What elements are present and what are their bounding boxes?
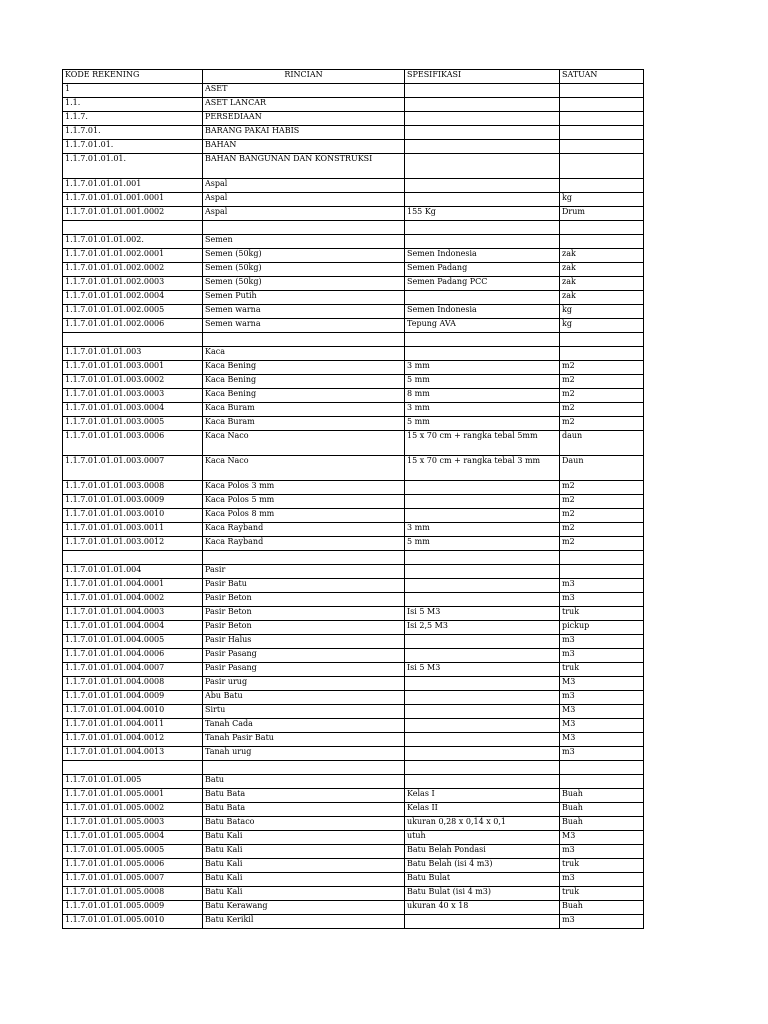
- cell-satuan: [560, 140, 644, 154]
- header-kode: KODE REKENING: [63, 70, 203, 84]
- cell-satuan: [560, 565, 644, 579]
- cell-spesifikasi: Isi 5 M3: [405, 663, 560, 677]
- cell-spesifikasi: [405, 98, 560, 112]
- cell-kode: 1.1.7.01.01.01.003.0009: [63, 495, 203, 509]
- cell-kode: 1.1.7.01.01.01.005.0001: [63, 789, 203, 803]
- cell-satuan: m3: [560, 593, 644, 607]
- cell-satuan: daun: [560, 431, 644, 456]
- cell-satuan: m3: [560, 845, 644, 859]
- cell-rincian: Semen Putih: [203, 291, 405, 305]
- cell-rincian: PERSEDIAAN: [203, 112, 405, 126]
- rekening-table: [62, 69, 644, 929]
- cell-kode: [63, 551, 203, 565]
- cell-satuan: m3: [560, 873, 644, 887]
- cell-kode: 1.1.7.01.01.01.004.0013: [63, 747, 203, 761]
- cell-kode: 1.1.7.01.01.01.002.: [63, 235, 203, 249]
- cell-kode: 1.1.7.01.01.01.003.0005: [63, 417, 203, 431]
- cell-satuan: Buah: [560, 803, 644, 817]
- table-row: [63, 649, 644, 663]
- cell-spesifikasi: Semen Padang PCC: [405, 277, 560, 291]
- cell-kode: 1.1.7.: [63, 112, 203, 126]
- table-row: [63, 495, 644, 509]
- table-row: [63, 431, 644, 456]
- cell-satuan: [560, 333, 644, 347]
- cell-kode: 1.1.7.01.01.01.004.0007: [63, 663, 203, 677]
- cell-rincian: Semen (50kg): [203, 263, 405, 277]
- cell-rincian: Kaca Bening: [203, 361, 405, 375]
- cell-satuan: pickup: [560, 621, 644, 635]
- cell-rincian: Pasir Beton: [203, 621, 405, 635]
- cell-spesifikasi: [405, 579, 560, 593]
- table-row: [63, 873, 644, 887]
- cell-satuan: m3: [560, 691, 644, 705]
- cell-satuan: [560, 347, 644, 361]
- table-row: [63, 126, 644, 140]
- cell-rincian: BAHAN BANGUNAN DAN KONSTRUKSI: [203, 154, 405, 179]
- cell-spesifikasi: [405, 112, 560, 126]
- cell-satuan: M3: [560, 705, 644, 719]
- cell-rincian: Kaca Polos 8 mm: [203, 509, 405, 523]
- cell-rincian: Batu Bata: [203, 789, 405, 803]
- cell-satuan: Buah: [560, 817, 644, 831]
- cell-satuan: truk: [560, 887, 644, 901]
- cell-satuan: Buah: [560, 901, 644, 915]
- table-row: [63, 112, 644, 126]
- table-row: [63, 817, 644, 831]
- cell-spesifikasi: Batu Belah (isi 4 m3): [405, 859, 560, 873]
- cell-rincian: Pasir: [203, 565, 405, 579]
- cell-satuan: m3: [560, 635, 644, 649]
- cell-satuan: Daun: [560, 456, 644, 481]
- cell-rincian: Batu: [203, 775, 405, 789]
- cell-satuan: m2: [560, 509, 644, 523]
- cell-spesifikasi: Batu Bulat (isi 4 m3): [405, 887, 560, 901]
- cell-spesifikasi: 15 x 70 cm + rangka tebal 3 mm: [405, 456, 560, 481]
- cell-kode: 1.1.7.01.01.01.003.0003: [63, 389, 203, 403]
- table-row: [63, 193, 644, 207]
- cell-rincian: Semen: [203, 235, 405, 249]
- table-row: [63, 221, 644, 235]
- cell-kode: 1.1.7.01.01.01.005.0009: [63, 901, 203, 915]
- cell-satuan: m3: [560, 747, 644, 761]
- cell-satuan: zak: [560, 263, 644, 277]
- table-row: [63, 333, 644, 347]
- cell-satuan: [560, 235, 644, 249]
- cell-kode: 1.1.7.01.01.01.003: [63, 347, 203, 361]
- cell-kode: 1.1.7.01.01.01.001.0002: [63, 207, 203, 221]
- cell-spesifikasi: [405, 154, 560, 179]
- cell-kode: 1.1.7.01.01.01.004.0008: [63, 677, 203, 691]
- cell-spesifikasi: [405, 761, 560, 775]
- cell-rincian: Abu Batu: [203, 691, 405, 705]
- cell-satuan: m2: [560, 481, 644, 495]
- cell-kode: 1.1.7.01.: [63, 126, 203, 140]
- cell-spesifikasi: [405, 221, 560, 235]
- table-row: [63, 179, 644, 193]
- cell-kode: 1.1.7.01.01.01.003.0006: [63, 431, 203, 456]
- cell-spesifikasi: [405, 747, 560, 761]
- cell-satuan: [560, 221, 644, 235]
- cell-spesifikasi: Tepung AVA: [405, 319, 560, 333]
- table-row: [63, 565, 644, 579]
- cell-spesifikasi: 5 mm: [405, 537, 560, 551]
- cell-satuan: zak: [560, 291, 644, 305]
- cell-spesifikasi: [405, 347, 560, 361]
- cell-rincian: Batu Kali: [203, 887, 405, 901]
- cell-rincian: Pasir Batu: [203, 579, 405, 593]
- cell-spesifikasi: [405, 691, 560, 705]
- cell-rincian: Pasir Beton: [203, 607, 405, 621]
- cell-kode: 1.1.7.01.01.: [63, 140, 203, 154]
- cell-spesifikasi: Semen Indonesia: [405, 249, 560, 263]
- header-row: [63, 70, 644, 84]
- table-row: [63, 733, 644, 747]
- cell-satuan: truk: [560, 859, 644, 873]
- table-row: [63, 305, 644, 319]
- cell-satuan: zak: [560, 277, 644, 291]
- cell-kode: 1.1.7.01.01.01.004.0009: [63, 691, 203, 705]
- cell-kode: 1.1.7.01.01.01.003.0008: [63, 481, 203, 495]
- cell-spesifikasi: [405, 649, 560, 663]
- cell-rincian: Batu Kerikil: [203, 915, 405, 929]
- cell-satuan: M3: [560, 677, 644, 691]
- cell-kode: 1.1.7.01.01.01.003.0011: [63, 523, 203, 537]
- cell-spesifikasi: [405, 179, 560, 193]
- table-row: [63, 389, 644, 403]
- cell-kode: 1.1.7.01.01.01.003.0007: [63, 456, 203, 481]
- table-row: [63, 291, 644, 305]
- header-spesifikasi: SPESIFIKASI: [405, 70, 560, 84]
- cell-rincian: Pasir Pasang: [203, 663, 405, 677]
- cell-kode: 1.1.7.01.01.01.005: [63, 775, 203, 789]
- cell-kode: 1.1.7.01.01.01.003.0004: [63, 403, 203, 417]
- cell-satuan: m3: [560, 649, 644, 663]
- cell-spesifikasi: Kelas I: [405, 789, 560, 803]
- cell-satuan: [560, 179, 644, 193]
- table-row: [63, 887, 644, 901]
- cell-kode: 1.1.7.01.01.01.002.0001: [63, 249, 203, 263]
- cell-satuan: Buah: [560, 789, 644, 803]
- table-row: [63, 593, 644, 607]
- table-row: [63, 235, 644, 249]
- table-row: [63, 635, 644, 649]
- table-row: [63, 523, 644, 537]
- cell-rincian: [203, 221, 405, 235]
- cell-rincian: [203, 551, 405, 565]
- cell-satuan: [560, 551, 644, 565]
- cell-spesifikasi: Kelas II: [405, 803, 560, 817]
- cell-spesifikasi: [405, 677, 560, 691]
- table-row: [63, 775, 644, 789]
- table-row: [63, 747, 644, 761]
- cell-rincian: Aspal: [203, 207, 405, 221]
- table-row: [63, 375, 644, 389]
- cell-rincian: Semen warna: [203, 319, 405, 333]
- cell-rincian: BARANG PAKAI HABIS: [203, 126, 405, 140]
- cell-rincian: [203, 761, 405, 775]
- cell-kode: 1.1.7.01.01.01.002.0006: [63, 319, 203, 333]
- cell-spesifikasi: [405, 565, 560, 579]
- cell-satuan: m2: [560, 495, 644, 509]
- cell-kode: 1.1.7.01.01.01.001: [63, 179, 203, 193]
- cell-rincian: Kaca Polos 5 mm: [203, 495, 405, 509]
- table-row: [63, 319, 644, 333]
- cell-kode: 1.1.7.01.01.01.005.0005: [63, 845, 203, 859]
- cell-rincian: Aspal: [203, 179, 405, 193]
- table-row: [63, 831, 644, 845]
- cell-kode: 1.1.7.01.01.01.005.0007: [63, 873, 203, 887]
- cell-rincian: Batu Kerawang: [203, 901, 405, 915]
- cell-kode: 1.1.7.01.01.01.003.0010: [63, 509, 203, 523]
- cell-satuan: truk: [560, 663, 644, 677]
- cell-kode: [63, 221, 203, 235]
- cell-satuan: [560, 775, 644, 789]
- cell-kode: 1.1.7.01.01.01.005.0002: [63, 803, 203, 817]
- cell-kode: 1.1.7.01.01.01.: [63, 154, 203, 179]
- cell-satuan: m2: [560, 375, 644, 389]
- cell-satuan: m2: [560, 403, 644, 417]
- cell-spesifikasi: 5 mm: [405, 417, 560, 431]
- cell-kode: 1.1.7.01.01.01.003.0002: [63, 375, 203, 389]
- cell-rincian: Tanah Cada: [203, 719, 405, 733]
- cell-spesifikasi: [405, 705, 560, 719]
- cell-rincian: [203, 333, 405, 347]
- cell-spesifikasi: ukuran 0,28 x 0,14 x 0,1: [405, 817, 560, 831]
- table-row: [63, 705, 644, 719]
- cell-satuan: [560, 112, 644, 126]
- table-row: [63, 719, 644, 733]
- cell-spesifikasi: [405, 291, 560, 305]
- cell-kode: 1.1.7.01.01.01.004.0001: [63, 579, 203, 593]
- cell-spesifikasi: 5 mm: [405, 375, 560, 389]
- table-row: [63, 417, 644, 431]
- cell-satuan: m2: [560, 389, 644, 403]
- cell-spesifikasi: utuh: [405, 831, 560, 845]
- cell-kode: [63, 333, 203, 347]
- table-row: [63, 456, 644, 481]
- table-row: [63, 677, 644, 691]
- table-row: [63, 901, 644, 915]
- cell-rincian: Batu Kali: [203, 859, 405, 873]
- table-row: [63, 607, 644, 621]
- cell-satuan: m3: [560, 579, 644, 593]
- cell-kode: 1.1.7.01.01.01.005.0008: [63, 887, 203, 901]
- cell-spesifikasi: [405, 140, 560, 154]
- cell-rincian: Kaca: [203, 347, 405, 361]
- cell-kode: 1.1.7.01.01.01.002.0005: [63, 305, 203, 319]
- cell-kode: 1.1.7.01.01.01.002.0003: [63, 277, 203, 291]
- table-row: [63, 579, 644, 593]
- cell-rincian: Batu Kali: [203, 831, 405, 845]
- cell-kode: 1.1.7.01.01.01.004.0010: [63, 705, 203, 719]
- cell-kode: 1.1.7.01.01.01.005.0010: [63, 915, 203, 929]
- cell-spesifikasi: [405, 84, 560, 98]
- cell-spesifikasi: 3 mm: [405, 361, 560, 375]
- cell-kode: 1: [63, 84, 203, 98]
- cell-rincian: Kaca Rayband: [203, 523, 405, 537]
- cell-spesifikasi: [405, 593, 560, 607]
- table-row: [63, 84, 644, 98]
- cell-kode: 1.1.7.01.01.01.003.0012: [63, 537, 203, 551]
- cell-kode: 1.1.7.01.01.01.001.0001: [63, 193, 203, 207]
- cell-spesifikasi: Isi 5 M3: [405, 607, 560, 621]
- cell-satuan: kg: [560, 319, 644, 333]
- table-row: [63, 361, 644, 375]
- cell-rincian: Sirtu: [203, 705, 405, 719]
- cell-satuan: Drum: [560, 207, 644, 221]
- cell-spesifikasi: [405, 509, 560, 523]
- cell-kode: 1.1.7.01.01.01.004.0012: [63, 733, 203, 747]
- cell-spesifikasi: [405, 193, 560, 207]
- table-row: [63, 140, 644, 154]
- table-row: [63, 691, 644, 705]
- cell-spesifikasi: [405, 915, 560, 929]
- cell-spesifikasi: Isi 2,5 M3: [405, 621, 560, 635]
- cell-rincian: Batu Bataco: [203, 817, 405, 831]
- table-row: [63, 915, 644, 929]
- table-row: [63, 551, 644, 565]
- cell-rincian: Batu Kali: [203, 845, 405, 859]
- cell-kode: 1.1.7.01.01.01.004.0011: [63, 719, 203, 733]
- cell-satuan: [560, 154, 644, 179]
- cell-spesifikasi: Batu Belah Pondasi: [405, 845, 560, 859]
- cell-satuan: m3: [560, 915, 644, 929]
- cell-rincian: Kaca Naco: [203, 431, 405, 456]
- cell-kode: 1.1.7.01.01.01.004.0005: [63, 635, 203, 649]
- cell-kode: 1.1.: [63, 98, 203, 112]
- cell-rincian: Kaca Bening: [203, 375, 405, 389]
- cell-rincian: Batu Kali: [203, 873, 405, 887]
- table-row: [63, 263, 644, 277]
- cell-satuan: [560, 126, 644, 140]
- cell-kode: 1.1.7.01.01.01.004: [63, 565, 203, 579]
- header-rincian: RINCIAN: [203, 70, 405, 84]
- cell-kode: 1.1.7.01.01.01.003.0001: [63, 361, 203, 375]
- cell-spesifikasi: [405, 635, 560, 649]
- cell-rincian: Semen (50kg): [203, 277, 405, 291]
- cell-kode: 1.1.7.01.01.01.005.0006: [63, 859, 203, 873]
- cell-rincian: Batu Bata: [203, 803, 405, 817]
- cell-kode: 1.1.7.01.01.01.004.0003: [63, 607, 203, 621]
- cell-kode: 1.1.7.01.01.01.002.0004: [63, 291, 203, 305]
- table-row: [63, 509, 644, 523]
- table-row: [63, 761, 644, 775]
- header-satuan: SATUAN: [560, 70, 644, 84]
- cell-spesifikasi: Semen Indonesia: [405, 305, 560, 319]
- cell-kode: 1.1.7.01.01.01.004.0002: [63, 593, 203, 607]
- cell-rincian: Kaca Bening: [203, 389, 405, 403]
- cell-rincian: Kaca Polos 3 mm: [203, 481, 405, 495]
- cell-rincian: ASET: [203, 84, 405, 98]
- cell-spesifikasi: [405, 235, 560, 249]
- cell-satuan: m2: [560, 523, 644, 537]
- cell-satuan: [560, 84, 644, 98]
- table-row: [63, 789, 644, 803]
- cell-rincian: Pasir Halus: [203, 635, 405, 649]
- cell-spesifikasi: 3 mm: [405, 523, 560, 537]
- cell-kode: [63, 761, 203, 775]
- cell-spesifikasi: [405, 551, 560, 565]
- cell-spesifikasi: [405, 719, 560, 733]
- cell-spesifikasi: [405, 733, 560, 747]
- cell-satuan: truk: [560, 607, 644, 621]
- cell-rincian: Kaca Buram: [203, 403, 405, 417]
- cell-satuan: m2: [560, 417, 644, 431]
- table-row: [63, 347, 644, 361]
- table-row: [63, 154, 644, 179]
- cell-spesifikasi: [405, 495, 560, 509]
- cell-spesifikasi: 15 x 70 cm + rangka tebal 5mm: [405, 431, 560, 456]
- table-row: [63, 621, 644, 635]
- cell-rincian: Kaca Naco: [203, 456, 405, 481]
- cell-rincian: Pasir Beton: [203, 593, 405, 607]
- cell-rincian: Semen warna: [203, 305, 405, 319]
- cell-satuan: M3: [560, 733, 644, 747]
- cell-rincian: Aspal: [203, 193, 405, 207]
- cell-rincian: Kaca Rayband: [203, 537, 405, 551]
- cell-spesifikasi: 155 Kg: [405, 207, 560, 221]
- cell-kode: 1.1.7.01.01.01.004.0006: [63, 649, 203, 663]
- table-row: [63, 845, 644, 859]
- cell-spesifikasi: [405, 481, 560, 495]
- table-row: [63, 207, 644, 221]
- table-row: [63, 98, 644, 112]
- cell-satuan: [560, 761, 644, 775]
- cell-rincian: ASET LANCAR: [203, 98, 405, 112]
- table-row: [63, 249, 644, 263]
- cell-satuan: [560, 98, 644, 112]
- cell-satuan: kg: [560, 193, 644, 207]
- cell-kode: 1.1.7.01.01.01.002.0002: [63, 263, 203, 277]
- table-row: [63, 537, 644, 551]
- table-row: [63, 277, 644, 291]
- cell-spesifikasi: Batu Bulat: [405, 873, 560, 887]
- cell-rincian: Tanah Pasir Batu: [203, 733, 405, 747]
- cell-kode: 1.1.7.01.01.01.005.0004: [63, 831, 203, 845]
- cell-satuan: zak: [560, 249, 644, 263]
- cell-satuan: M3: [560, 831, 644, 845]
- cell-spesifikasi: Semen Padang: [405, 263, 560, 277]
- cell-spesifikasi: [405, 333, 560, 347]
- table-row: [63, 803, 644, 817]
- cell-rincian: Pasir urug: [203, 677, 405, 691]
- cell-satuan: m2: [560, 361, 644, 375]
- table-row: [63, 663, 644, 677]
- cell-spesifikasi: ukuran 40 x 18: [405, 901, 560, 915]
- cell-rincian: BAHAN: [203, 140, 405, 154]
- cell-spesifikasi: 8 mm: [405, 389, 560, 403]
- cell-satuan: M3: [560, 719, 644, 733]
- cell-rincian: Pasir Pasang: [203, 649, 405, 663]
- cell-spesifikasi: [405, 126, 560, 140]
- cell-kode: 1.1.7.01.01.01.005.0003: [63, 817, 203, 831]
- cell-spesifikasi: [405, 775, 560, 789]
- table-row: [63, 403, 644, 417]
- cell-rincian: Semen (50kg): [203, 249, 405, 263]
- cell-rincian: Tanah urug: [203, 747, 405, 761]
- cell-kode: 1.1.7.01.01.01.004.0004: [63, 621, 203, 635]
- table-row: [63, 859, 644, 873]
- cell-satuan: kg: [560, 305, 644, 319]
- cell-rincian: Kaca Buram: [203, 417, 405, 431]
- cell-satuan: m2: [560, 537, 644, 551]
- table-row: [63, 481, 644, 495]
- cell-spesifikasi: 3 mm: [405, 403, 560, 417]
